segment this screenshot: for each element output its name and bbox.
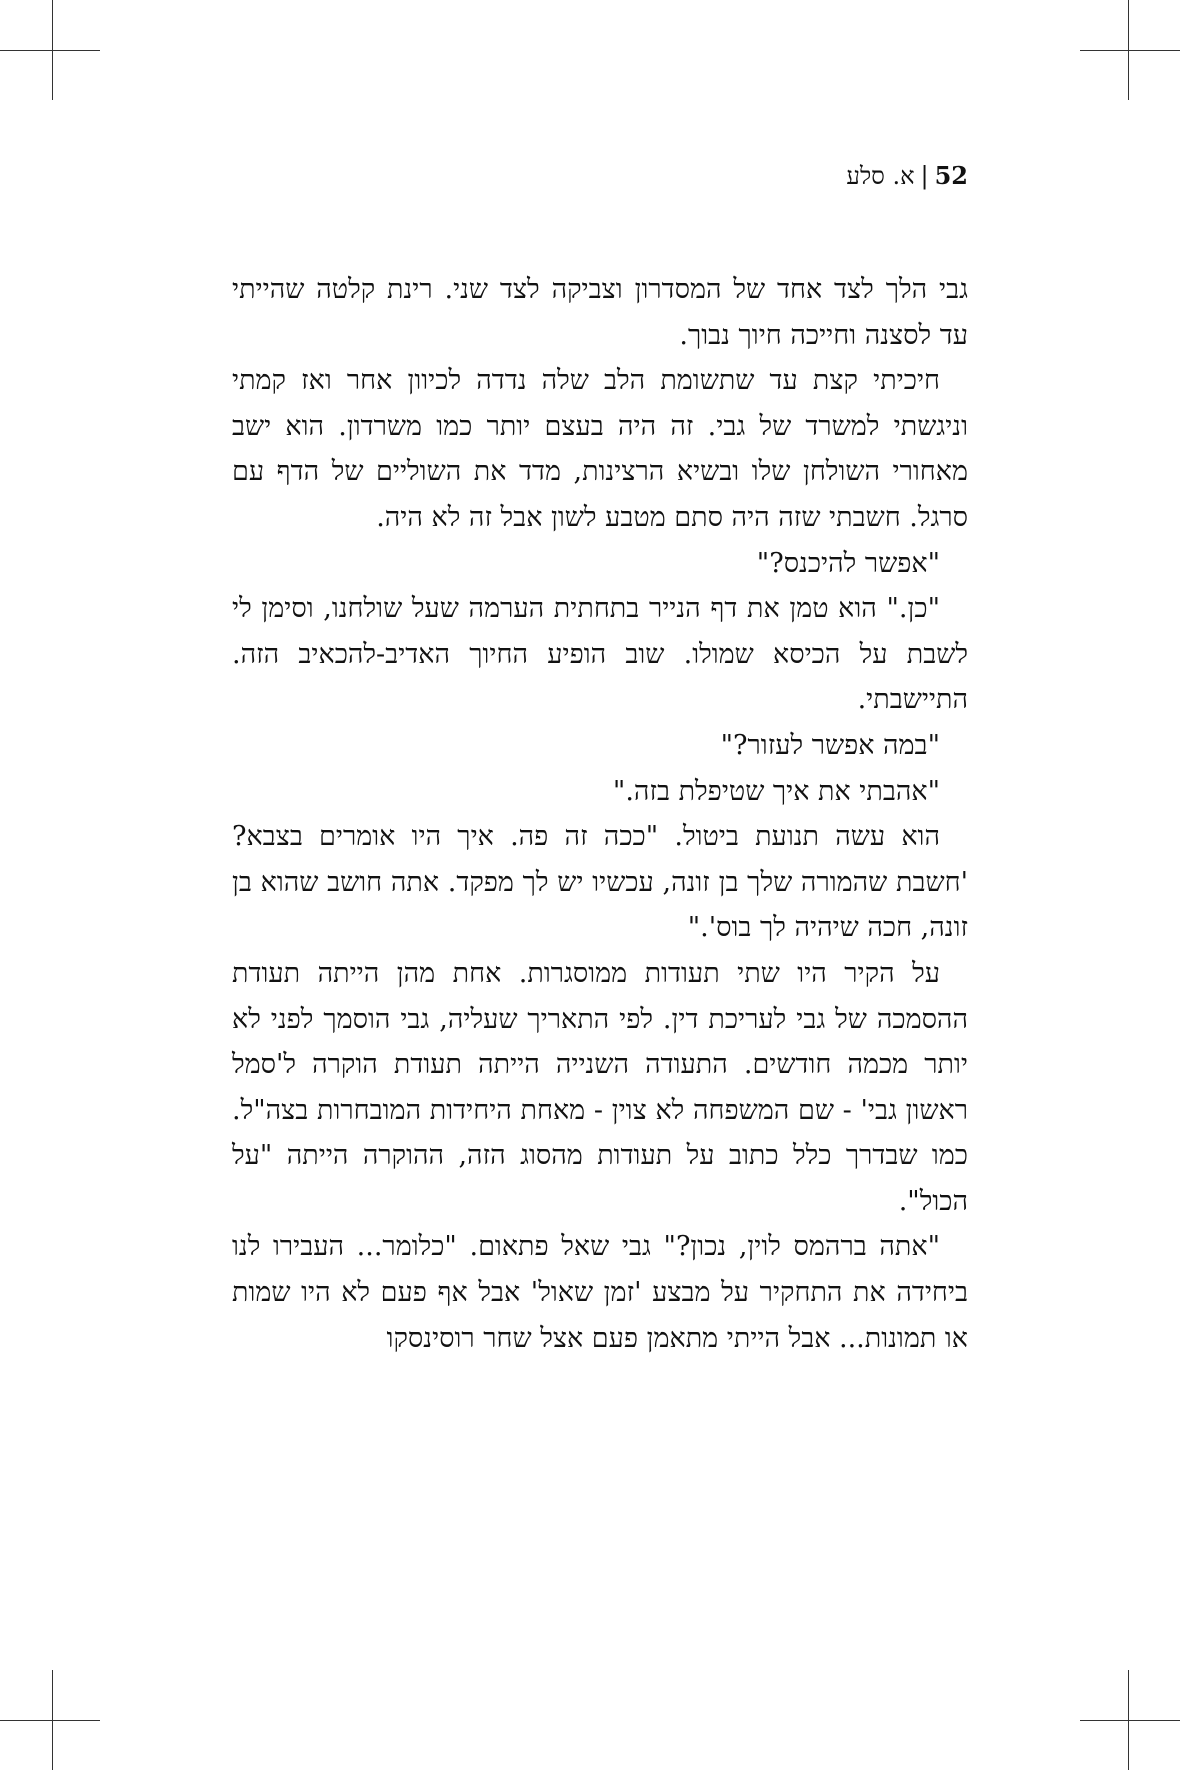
crop-mark-top-right-h (1080, 50, 1180, 51)
paragraph: "אתה ברהמס לוין, נכון?" גבי שאל פתאום. "כלומר... העבירו לנו ביחידה את התחקיר על מבצע 'זמן שאול' אבל אף פעם לא היו שמות או תמונות... אבל הייתי מתאמן פעם אצל שחר רוסינסקו (232, 1231, 968, 1354)
running-header (846, 160, 968, 192)
dialogue-line: "במה אפשר לעזור?" (720, 729, 940, 761)
paragraph: "כן." הוא טמן את דף הנייר בתחתית הערמה שעל שולחנו, וסימן לי לשבת על הכיסא שמולו. שוב הופיע החיוך האדיב-להכאיב הזה. התיישבתי. (232, 593, 968, 716)
crop-mark-bottom-left-h (0, 1720, 100, 1721)
dialogue-line: "אפשר להיכנס?" (756, 547, 940, 579)
page-number: 52 (934, 161, 968, 190)
header-separator: | (920, 162, 929, 190)
paragraph: הוא עשה תנועת ביטול. "ככה זה פה. איך היו אומרים בצבא? 'חשבת שהמורה שלך בן זונה, עכשיו יש לך מפקד. אתה חושב שהוא בן זונה, חכה שיהיה לך בוס'." (232, 821, 968, 944)
paragraph: חיכיתי קצת עד שתשומת הלב שלה נדדה לכיוון אחר ואז קמתי וניגשתי למשרד של גבי. זה היה בעצם יותר כמו משרדון. הוא ישב מאחורי השולחן שלו ובשיא הרצינות, מדד את השוליים של הדף עם סרגל. חשבתי שזה היה סתם מטבע לשון אבל זה לא היה. (232, 365, 968, 533)
body-text (232, 267, 968, 1361)
author-name: א. סלע (846, 162, 915, 190)
dialogue-line: "אהבתי את איך שטיפלת בזה." (612, 775, 940, 807)
crop-mark-top-left-h (0, 50, 100, 51)
crop-mark-bottom-right-h (1080, 1720, 1180, 1721)
paragraph: גבי הלך לצד אחד של המסדרון וצביקה לצד שני. רינת קלטה שהייתי עד לסצנה וחייכה חיוך נבוך. (232, 274, 968, 351)
paragraph: על הקיר היו שתי תעודות ממוסגרות. אחת מהן הייתה תעודת ההסמכה של גבי לעריכת דין. לפי התאריך שעליה, גבי הוסמך לפני לא יותר מכמה חודשים. התעודה השנייה הייתה תעודת הוקרה ל'סמל ראשון גבי' - שם המשפחה לא צוין - מאחת היחידות המובחרות בצה"ל. כמו שבדרך כלל כתוב על תעודות מהסוג הזה, ההוקרה הייתה "על הכול". (232, 957, 968, 1217)
